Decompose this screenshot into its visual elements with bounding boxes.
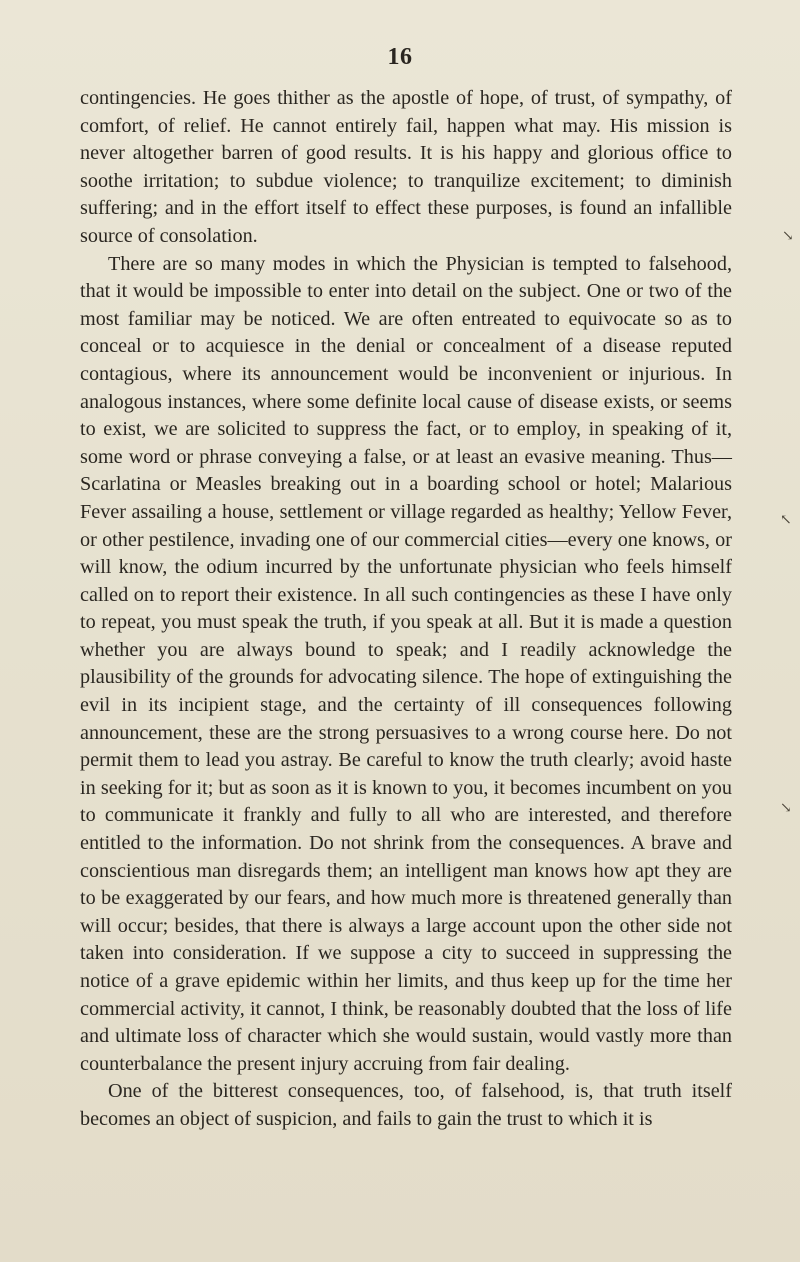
page-body-text (80, 85, 732, 1134)
paragraph-physician-falsehood: There are so many modes in which the Physician is tempted to falsehood, that it would be impossible to enter into detail on the subject. One or two of the most familiar may be noticed. We are often entreated to equivocate so as to conceal or to acquiesce in the denial or concealment of a disease reputed contagious, where its announcement would be inconvenient or injurious. In analogous instances, where some definite local cause of disease exists, or seems to exist, we are solicited to suppress the fact, or to employ, in speaking of it, some word or phrase conveying a false, or at least an evasive meaning. Thus—Scarlatina or Measles breaking out in a boarding school or hotel; Malarious Fever assailing a house, settlement or village regarded as healthy; Yellow Fever, or other pestilence, invading one of our commercial cities—every one knows, or will know, the odium incurred by the unfortunate physician who feels himself called on to report their existence. In all such contingencies as these I have only to repeat, you must speak the truth, if you speak at all. But it is made a question whether you are always bound to speak; and I readily acknowledge the plausibility of the grounds for advocating silence. The hope of extinguishing the evil in its incipient stage, and the certainty of ill consequences following announcement, these are the strong persuasives to a wrong course here. Do not permit them to lead you astray. Be careful to know the truth clearly; avoid haste in seeking for it; but as soon as it is known to you, it becomes incumbent on you to communicate it frankly and fully to all who are interested, and therefore entitled to the information. Do not shrink from the consequences. A brave and conscientious man disregards them; an intelligent man knows how apt they are to be exaggerated by our fears, and how much more is threatened generally than will occur; besides, that there is always a large account upon the other side not taken into consideration. If we suppose a city to succeed in suppressing the notice of a grave epidemic within her limits, and thus keep up for the time her commercial activity, it cannot, I think, be reasonably doubted that the loss of life and ultimate loss of character which she would sustain, would vastly more than counterbalance the present injury accruing from fair dealing. (80, 252, 732, 1075)
paragraph-continued: contingencies. He goes thither as the apostle of hope, of trust, of sympathy, of comfort, of relief. He cannot entirely fail, happen what may. His mission is never altogether barren of good results. It is his happy and glorious office to soothe irritation; to subdue violence; to tranquilize excitement; to diminish suffering; and in the effort itself to effect these purposes, is found an infallible source of consolation. (80, 87, 732, 247)
margin-mark-icon: ↘ (780, 801, 792, 816)
page-number: 16 (387, 44, 413, 70)
paragraph-bitterest-consequences: One of the bitterest consequences, too, of falsehood, is, that truth itself becomes an object of suspicion, and fails to gain the trust to which it is (80, 1080, 732, 1130)
margin-mark-icon: ↖ (780, 513, 792, 528)
margin-mark-icon: ↘ (782, 229, 794, 244)
